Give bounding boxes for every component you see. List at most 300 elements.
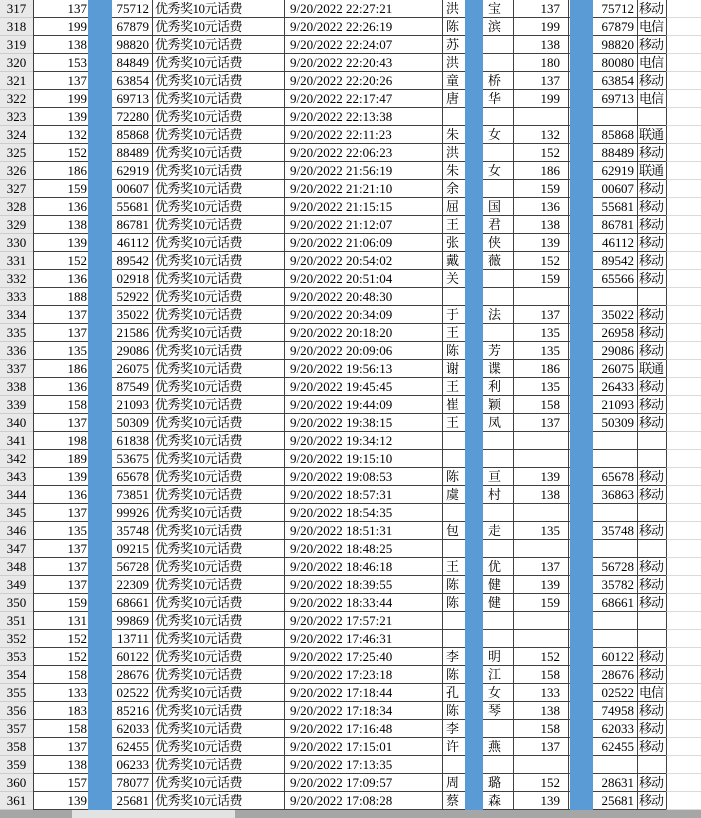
phone-prefix-cell-2[interactable]: 139 [513,468,568,486]
datetime-cell[interactable]: 9/20/2022 19:08:53 [284,468,442,486]
phone-prefix-cell[interactable]: 135 [33,342,92,360]
phone-prefix-cell-2[interactable] [513,612,568,630]
phone-suffix-cell-2[interactable]: 63854 [568,72,637,90]
phone-prefix-cell[interactable]: 137 [33,738,92,756]
phone-suffix-cell[interactable]: 63854 [92,72,152,90]
empty-cell[interactable] [666,720,701,738]
row-header-cell[interactable]: 328 [0,198,33,216]
phone-prefix-cell-2[interactable] [513,450,568,468]
datetime-cell[interactable]: 9/20/2022 22:20:26 [284,72,442,90]
carrier-cell[interactable]: 电信 [637,684,666,702]
phone-prefix-cell[interactable]: 137 [33,306,92,324]
empty-cell[interactable] [666,432,701,450]
phone-suffix-cell[interactable]: 73851 [92,486,152,504]
phone-suffix-cell[interactable]: 50309 [92,414,152,432]
empty-cell[interactable] [666,756,701,774]
prize-cell[interactable]: 优秀奖10元话费 [152,180,284,198]
carrier-cell[interactable] [637,756,666,774]
datetime-cell[interactable]: 9/20/2022 19:34:12 [284,432,442,450]
phone-prefix-cell-2[interactable]: 138 [513,216,568,234]
row-header-cell[interactable]: 326 [0,162,33,180]
phone-prefix-cell[interactable]: 138 [33,216,92,234]
datetime-cell[interactable]: 9/20/2022 22:26:19 [284,18,442,36]
phone-prefix-cell-2[interactable]: 138 [513,36,568,54]
phone-suffix-cell[interactable]: 52922 [92,288,152,306]
phone-suffix-cell-2[interactable]: 28631 [568,774,637,792]
prize-cell[interactable]: 优秀奖10元话费 [152,90,284,108]
phone-suffix-cell-2[interactable]: 74958 [568,702,637,720]
phone-suffix-cell-2[interactable]: 26958 [568,324,637,342]
phone-prefix-cell-2[interactable]: 159 [513,594,568,612]
prize-cell[interactable]: 优秀奖10元话费 [152,792,284,810]
phone-prefix-cell-2[interactable]: 139 [513,234,568,252]
datetime-cell[interactable]: 9/20/2022 17:23:18 [284,666,442,684]
carrier-cell[interactable]: 移动 [637,594,666,612]
empty-cell[interactable] [666,738,701,756]
carrier-cell[interactable]: 联通 [637,360,666,378]
phone-suffix-cell[interactable]: 62455 [92,738,152,756]
phone-prefix-cell[interactable]: 138 [33,36,92,54]
empty-cell[interactable] [666,792,701,810]
phone-suffix-cell[interactable]: 69713 [92,90,152,108]
phone-suffix-cell-2[interactable]: 62455 [568,738,637,756]
phone-suffix-cell[interactable]: 75712 [92,0,152,18]
phone-prefix-cell-2[interactable]: 186 [513,360,568,378]
row-header-cell[interactable]: 354 [0,666,33,684]
row-header-cell[interactable]: 319 [0,36,33,54]
datetime-cell[interactable]: 9/20/2022 17:46:31 [284,630,442,648]
phone-suffix-cell-2[interactable]: 55681 [568,198,637,216]
carrier-cell[interactable]: 移动 [637,342,666,360]
phone-prefix-cell[interactable]: 183 [33,702,92,720]
empty-cell[interactable] [666,18,701,36]
carrier-cell[interactable]: 移动 [637,324,666,342]
empty-cell[interactable] [666,180,701,198]
phone-suffix-cell-2[interactable]: 86781 [568,216,637,234]
phone-suffix-cell[interactable]: 21586 [92,324,152,342]
phone-prefix-cell[interactable]: 131 [33,612,92,630]
carrier-cell[interactable]: 移动 [637,0,666,18]
carrier-cell[interactable]: 移动 [637,252,666,270]
prize-cell[interactable]: 优秀奖10元话费 [152,54,284,72]
phone-suffix-cell[interactable]: 02918 [92,270,152,288]
phone-prefix-cell[interactable]: 139 [33,108,92,126]
prize-cell[interactable]: 优秀奖10元话费 [152,198,284,216]
phone-prefix-cell-2[interactable]: 180 [513,54,568,72]
empty-cell[interactable] [666,108,701,126]
datetime-cell[interactable]: 9/20/2022 17:08:28 [284,792,442,810]
phone-prefix-cell-2[interactable]: 135 [513,522,568,540]
datetime-cell[interactable]: 9/20/2022 18:48:25 [284,540,442,558]
datetime-cell[interactable]: 9/20/2022 20:34:09 [284,306,442,324]
phone-suffix-cell-2[interactable]: 69713 [568,90,637,108]
phone-suffix-cell[interactable]: 13711 [92,630,152,648]
phone-suffix-cell[interactable]: 88489 [92,144,152,162]
phone-suffix-cell-2[interactable]: 26433 [568,378,637,396]
empty-cell[interactable] [666,144,701,162]
prize-cell[interactable]: 优秀奖10元话费 [152,576,284,594]
empty-cell[interactable] [666,72,701,90]
phone-suffix-cell[interactable]: 29086 [92,342,152,360]
phone-prefix-cell-2[interactable]: 159 [513,270,568,288]
carrier-cell[interactable]: 移动 [637,702,666,720]
phone-prefix-cell-2[interactable]: 137 [513,0,568,18]
datetime-cell[interactable]: 9/20/2022 18:51:31 [284,522,442,540]
carrier-cell[interactable] [637,612,666,630]
datetime-cell[interactable]: 9/20/2022 17:09:57 [284,774,442,792]
datetime-cell[interactable]: 9/20/2022 19:56:13 [284,360,442,378]
phone-prefix-cell-2[interactable]: 135 [513,324,568,342]
prize-cell[interactable]: 优秀奖10元话费 [152,432,284,450]
empty-cell[interactable] [666,36,701,54]
row-header-cell[interactable]: 342 [0,450,33,468]
phone-prefix-cell[interactable]: 132 [33,126,92,144]
carrier-cell[interactable]: 移动 [637,486,666,504]
prize-cell[interactable]: 优秀奖10元话费 [152,216,284,234]
phone-prefix-cell-2[interactable]: 158 [513,396,568,414]
empty-cell[interactable] [666,162,701,180]
carrier-cell[interactable]: 移动 [637,576,666,594]
datetime-cell[interactable]: 9/20/2022 19:38:15 [284,414,442,432]
row-header-cell[interactable]: 335 [0,324,33,342]
phone-suffix-cell-2[interactable]: 89542 [568,252,637,270]
phone-suffix-cell-2[interactable]: 46112 [568,234,637,252]
row-header-cell[interactable]: 318 [0,18,33,36]
prize-cell[interactable]: 优秀奖10元话费 [152,162,284,180]
phone-prefix-cell-2[interactable] [513,630,568,648]
prize-cell[interactable]: 优秀奖10元话费 [152,594,284,612]
row-header-cell[interactable]: 357 [0,720,33,738]
phone-suffix-cell[interactable]: 60122 [92,648,152,666]
phone-suffix-cell-2[interactable]: 67879 [568,18,637,36]
phone-prefix-cell-2[interactable]: 138 [513,702,568,720]
carrier-cell[interactable]: 移动 [637,180,666,198]
empty-cell[interactable] [666,576,701,594]
prize-cell[interactable]: 优秀奖10元话费 [152,126,284,144]
phone-prefix-cell[interactable]: 139 [33,792,92,810]
phone-prefix-cell-2[interactable]: 135 [513,342,568,360]
phone-suffix-cell[interactable]: 78077 [92,774,152,792]
prize-cell[interactable]: 优秀奖10元话费 [152,702,284,720]
prize-cell[interactable]: 优秀奖10元话费 [152,720,284,738]
empty-cell[interactable] [666,468,701,486]
phone-prefix-cell[interactable]: 158 [33,720,92,738]
empty-cell[interactable] [666,90,701,108]
datetime-cell[interactable]: 9/20/2022 17:18:44 [284,684,442,702]
phone-suffix-cell[interactable]: 35748 [92,522,152,540]
carrier-cell[interactable]: 移动 [637,378,666,396]
prize-cell[interactable]: 优秀奖10元话费 [152,558,284,576]
carrier-cell[interactable]: 移动 [637,36,666,54]
row-header-cell[interactable]: 348 [0,558,33,576]
carrier-cell[interactable]: 电信 [637,18,666,36]
phone-prefix-cell-2[interactable]: 137 [513,414,568,432]
carrier-cell[interactable]: 移动 [637,396,666,414]
empty-cell[interactable] [666,540,701,558]
datetime-cell[interactable]: 9/20/2022 19:44:09 [284,396,442,414]
prize-cell[interactable]: 优秀奖10元话费 [152,414,284,432]
datetime-cell[interactable]: 9/20/2022 20:51:04 [284,270,442,288]
phone-suffix-cell[interactable]: 89542 [92,252,152,270]
phone-suffix-cell-2[interactable]: 02522 [568,684,637,702]
datetime-cell[interactable]: 9/20/2022 22:24:07 [284,36,442,54]
carrier-cell[interactable]: 联通 [637,162,666,180]
row-header-cell[interactable]: 346 [0,522,33,540]
prize-cell[interactable]: 优秀奖10元话费 [152,36,284,54]
datetime-cell[interactable]: 9/20/2022 18:39:55 [284,576,442,594]
row-header-cell[interactable]: 325 [0,144,33,162]
datetime-cell[interactable]: 9/20/2022 22:17:47 [284,90,442,108]
prize-cell[interactable]: 优秀奖10元话费 [152,72,284,90]
phone-prefix-cell[interactable]: 152 [33,630,92,648]
datetime-cell[interactable]: 9/20/2022 22:13:38 [284,108,442,126]
phone-suffix-cell[interactable]: 55681 [92,198,152,216]
phone-suffix-cell[interactable]: 67879 [92,18,152,36]
phone-prefix-cell[interactable]: 139 [33,468,92,486]
phone-suffix-cell[interactable]: 65678 [92,468,152,486]
empty-cell[interactable] [666,234,701,252]
carrier-cell[interactable] [637,432,666,450]
phone-prefix-cell[interactable]: 188 [33,288,92,306]
phone-suffix-cell[interactable]: 98820 [92,36,152,54]
prize-cell[interactable]: 优秀奖10元话费 [152,648,284,666]
phone-suffix-cell-2[interactable]: 60122 [568,648,637,666]
carrier-cell[interactable]: 移动 [637,306,666,324]
phone-suffix-cell[interactable]: 56728 [92,558,152,576]
carrier-cell[interactable] [637,450,666,468]
carrier-cell[interactable]: 移动 [637,414,666,432]
datetime-cell[interactable]: 9/20/2022 22:27:21 [284,0,442,18]
prize-cell[interactable]: 优秀奖10元话费 [152,666,284,684]
prize-cell[interactable]: 优秀奖10元话费 [152,684,284,702]
phone-prefix-cell-2[interactable] [513,756,568,774]
phone-suffix-cell-2[interactable]: 88489 [568,144,637,162]
phone-prefix-cell[interactable]: 159 [33,180,92,198]
carrier-cell[interactable]: 移动 [637,666,666,684]
datetime-cell[interactable]: 9/20/2022 17:15:01 [284,738,442,756]
phone-suffix-cell-2[interactable]: 35022 [568,306,637,324]
row-header-cell[interactable]: 333 [0,288,33,306]
phone-suffix-cell-2[interactable]: 65678 [568,468,637,486]
empty-cell[interactable] [666,360,701,378]
phone-prefix-cell-2[interactable]: 137 [513,72,568,90]
phone-prefix-cell-2[interactable]: 135 [513,378,568,396]
phone-prefix-cell[interactable]: 137 [33,72,92,90]
phone-prefix-cell-2[interactable]: 132 [513,126,568,144]
empty-cell[interactable] [666,486,701,504]
phone-suffix-cell-2[interactable]: 98820 [568,36,637,54]
phone-prefix-cell[interactable]: 186 [33,360,92,378]
carrier-cell[interactable] [637,630,666,648]
phone-suffix-cell[interactable]: 26075 [92,360,152,378]
phone-suffix-cell-2[interactable]: 26075 [568,360,637,378]
phone-prefix-cell-2[interactable] [513,108,568,126]
row-header-cell[interactable]: 341 [0,432,33,450]
row-header-cell[interactable]: 324 [0,126,33,144]
row-header-cell[interactable]: 331 [0,252,33,270]
carrier-cell[interactable]: 移动 [637,558,666,576]
phone-prefix-cell-2[interactable] [513,504,568,522]
phone-prefix-cell-2[interactable]: 158 [513,720,568,738]
phone-prefix-cell-2[interactable] [513,288,568,306]
phone-suffix-cell[interactable]: 02522 [92,684,152,702]
phone-prefix-cell[interactable]: 138 [33,756,92,774]
phone-suffix-cell[interactable]: 53675 [92,450,152,468]
prize-cell[interactable]: 优秀奖10元话费 [152,324,284,342]
phone-prefix-cell[interactable]: 136 [33,198,92,216]
phone-prefix-cell-2[interactable]: 152 [513,774,568,792]
empty-cell[interactable] [666,342,701,360]
row-header-cell[interactable]: 343 [0,468,33,486]
phone-suffix-cell-2[interactable]: 00607 [568,180,637,198]
phone-prefix-cell[interactable]: 186 [33,162,92,180]
phone-suffix-cell-2[interactable]: 56728 [568,558,637,576]
datetime-cell[interactable]: 9/20/2022 22:06:23 [284,144,442,162]
datetime-cell[interactable]: 9/20/2022 17:18:34 [284,702,442,720]
prize-cell[interactable]: 优秀奖10元话费 [152,378,284,396]
row-header-cell[interactable]: 334 [0,306,33,324]
prize-cell[interactable]: 优秀奖10元话费 [152,486,284,504]
carrier-cell[interactable]: 移动 [637,270,666,288]
prize-cell[interactable]: 优秀奖10元话费 [152,630,284,648]
phone-prefix-cell[interactable]: 137 [33,0,92,18]
prize-cell[interactable]: 优秀奖10元话费 [152,360,284,378]
phone-prefix-cell-2[interactable]: 186 [513,162,568,180]
row-header-cell[interactable]: 320 [0,54,33,72]
empty-cell[interactable] [666,270,701,288]
phone-prefix-cell-2[interactable] [513,540,568,558]
prize-cell[interactable]: 优秀奖10元话费 [152,396,284,414]
row-header-cell[interactable]: 337 [0,360,33,378]
empty-cell[interactable] [666,594,701,612]
empty-cell[interactable] [666,324,701,342]
phone-prefix-cell[interactable]: 136 [33,378,92,396]
datetime-cell[interactable]: 9/20/2022 17:16:48 [284,720,442,738]
phone-suffix-cell[interactable]: 99869 [92,612,152,630]
horizontal-scrollbar[interactable] [0,810,701,818]
phone-suffix-cell-2[interactable]: 68661 [568,594,637,612]
phone-suffix-cell[interactable]: 68661 [92,594,152,612]
datetime-cell[interactable]: 9/20/2022 18:57:31 [284,486,442,504]
row-header-cell[interactable]: 347 [0,540,33,558]
empty-cell[interactable] [666,0,701,18]
prize-cell[interactable]: 优秀奖10元话费 [152,288,284,306]
phone-prefix-cell[interactable]: 137 [33,540,92,558]
phone-prefix-cell-2[interactable]: 138 [513,486,568,504]
phone-suffix-cell[interactable]: 85868 [92,126,152,144]
carrier-cell[interactable] [637,288,666,306]
prize-cell[interactable]: 优秀奖10元话费 [152,144,284,162]
phone-prefix-cell[interactable]: 158 [33,666,92,684]
datetime-cell[interactable]: 9/20/2022 18:33:44 [284,594,442,612]
phone-suffix-cell-2[interactable]: 35782 [568,576,637,594]
carrier-cell[interactable]: 移动 [637,774,666,792]
carrier-cell[interactable]: 电信 [637,90,666,108]
row-header-cell[interactable]: 359 [0,756,33,774]
phone-suffix-cell-2[interactable]: 80080 [568,54,637,72]
phone-suffix-cell-2[interactable]: 29086 [568,342,637,360]
datetime-cell[interactable]: 9/20/2022 19:15:10 [284,450,442,468]
datetime-cell[interactable]: 9/20/2022 17:25:40 [284,648,442,666]
empty-cell[interactable] [666,504,701,522]
empty-cell[interactable] [666,666,701,684]
phone-prefix-cell-2[interactable]: 152 [513,144,568,162]
phone-suffix-cell[interactable]: 72280 [92,108,152,126]
carrier-cell[interactable]: 联通 [637,126,666,144]
carrier-cell[interactable]: 移动 [637,234,666,252]
datetime-cell[interactable]: 9/20/2022 21:06:09 [284,234,442,252]
datetime-cell[interactable]: 9/20/2022 22:11:23 [284,126,442,144]
phone-suffix-cell[interactable]: 62033 [92,720,152,738]
prize-cell[interactable]: 优秀奖10元话费 [152,0,284,18]
phone-suffix-cell-2[interactable]: 36863 [568,486,637,504]
row-header-cell[interactable]: 327 [0,180,33,198]
phone-suffix-cell[interactable]: 09215 [92,540,152,558]
empty-cell[interactable] [666,414,701,432]
phone-prefix-cell[interactable]: 135 [33,522,92,540]
phone-prefix-cell-2[interactable]: 137 [513,738,568,756]
prize-cell[interactable]: 优秀奖10元话费 [152,270,284,288]
carrier-cell[interactable]: 移动 [637,468,666,486]
phone-suffix-cell-2[interactable]: 85868 [568,126,637,144]
carrier-cell[interactable] [637,108,666,126]
prize-cell[interactable]: 优秀奖10元话费 [152,306,284,324]
row-header-cell[interactable]: 352 [0,630,33,648]
row-header-cell[interactable]: 317 [0,0,33,18]
phone-prefix-cell-2[interactable]: 152 [513,648,568,666]
datetime-cell[interactable]: 9/20/2022 19:45:45 [284,378,442,396]
datetime-cell[interactable]: 9/20/2022 20:18:20 [284,324,442,342]
phone-prefix-cell[interactable]: 136 [33,486,92,504]
empty-cell[interactable] [666,684,701,702]
row-header-cell[interactable]: 351 [0,612,33,630]
datetime-cell[interactable]: 9/20/2022 21:12:07 [284,216,442,234]
phone-prefix-cell[interactable]: 137 [33,576,92,594]
phone-prefix-cell-2[interactable]: 136 [513,198,568,216]
datetime-cell[interactable]: 9/20/2022 21:56:19 [284,162,442,180]
datetime-cell[interactable]: 9/20/2022 22:20:43 [284,54,442,72]
row-header-cell[interactable]: 323 [0,108,33,126]
carrier-cell[interactable]: 移动 [637,792,666,810]
datetime-cell[interactable]: 9/20/2022 20:48:30 [284,288,442,306]
phone-prefix-cell-2[interactable]: 152 [513,252,568,270]
phone-suffix-cell-2[interactable]: 35748 [568,522,637,540]
phone-suffix-cell-2[interactable]: 62919 [568,162,637,180]
row-header-cell[interactable]: 322 [0,90,33,108]
prize-cell[interactable]: 优秀奖10元话费 [152,504,284,522]
phone-prefix-cell-2[interactable] [513,432,568,450]
datetime-cell[interactable]: 9/20/2022 20:09:06 [284,342,442,360]
row-header-cell[interactable]: 321 [0,72,33,90]
prize-cell[interactable]: 优秀奖10元话费 [152,468,284,486]
prize-cell[interactable]: 优秀奖10元话费 [152,342,284,360]
phone-prefix-cell[interactable]: 136 [33,270,92,288]
carrier-cell[interactable]: 移动 [637,720,666,738]
row-header-cell[interactable]: 340 [0,414,33,432]
row-header-cell[interactable]: 345 [0,504,33,522]
carrier-cell[interactable]: 电信 [637,54,666,72]
prize-cell[interactable]: 优秀奖10元话费 [152,18,284,36]
row-header-cell[interactable]: 349 [0,576,33,594]
row-header-cell[interactable]: 329 [0,216,33,234]
empty-cell[interactable] [666,522,701,540]
phone-suffix-cell-2[interactable]: 75712 [568,0,637,18]
phone-suffix-cell[interactable]: 00607 [92,180,152,198]
phone-suffix-cell[interactable]: 84849 [92,54,152,72]
phone-suffix-cell-2[interactable]: 25681 [568,792,637,810]
phone-prefix-cell-2[interactable]: 139 [513,792,568,810]
phone-suffix-cell[interactable]: 21093 [92,396,152,414]
